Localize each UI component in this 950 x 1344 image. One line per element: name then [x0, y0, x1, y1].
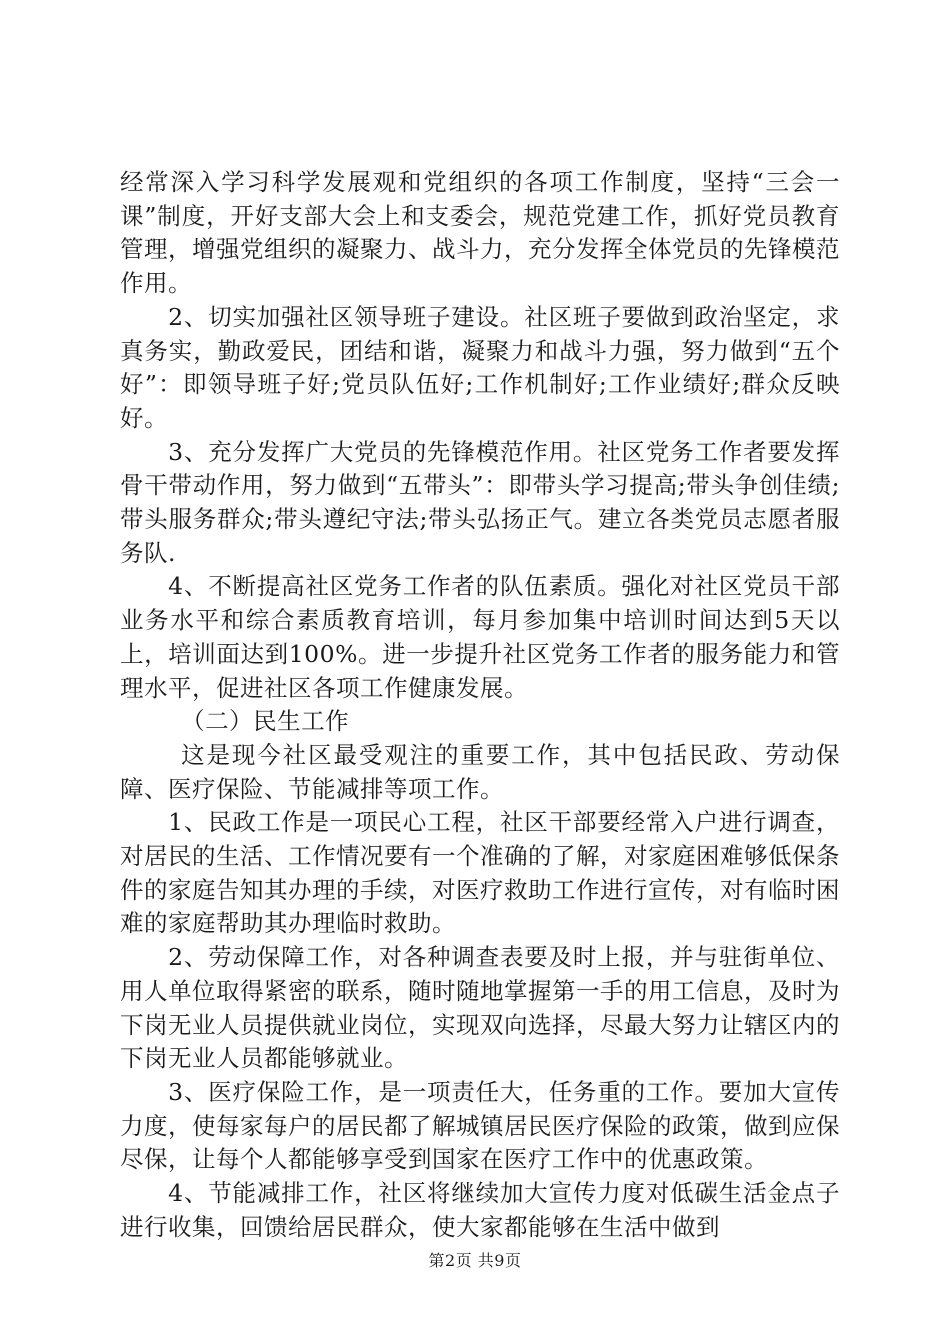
paragraph-civil-affairs: 1、民政工作是一项民心工程，社区干部要经常入户进行调查，对居民的生活、工作情况要有一个准确的了解，对家庭困难够低保条件的家庭告知其办理的手续，对医疗救助工作进行宣传，对有临时困难的家庭帮助其办理临时救助。: [120, 808, 840, 938]
section-heading-livelihood: （二）民生工作: [181, 707, 350, 736]
paragraph-labor-security: 2、劳动保障工作，对各种调查表要及时上报，并与驻街单位、用人单位取得紧密的联系，随时随地掌握第一手的用工信息，及时为下岗无业人员提供就业岗位，实现双向选择，尽最大努力让辖区内的下岗无业人员都能够就业。: [120, 943, 840, 1073]
paragraph-party-member-role: 3、充分发挥广大党员的先锋模范作用。社区党务工作者要发挥骨干带动作用，努力做到“五带头”：即带头学习提高;带头争创佳绩;带头服务群众;带头遵纪守法;带头弘扬正气。建立各类党员志愿者服务队.: [120, 437, 840, 567]
paragraph-party-building-continuation: 经常深入学习科学发展观和党组织的各项工作制度，坚持“三会一课”制度，开好支部大会上和支委会，规范党建工作，抓好党员教育管理，增强党组织的凝聚力、战斗力，充分发挥全体党员的先锋模范作用。: [120, 168, 840, 298]
paragraph-staff-quality: 4、不断提高社区党务工作者的队伍素质。强化对社区党员干部业务水平和综合素质教育培训，每月参加集中培训时间达到5天以上，培训面达到100%。进一步提升社区党务工作者的服务能力和管理水平，促进社区各项工作健康发展。: [120, 572, 840, 702]
page-footer: [0, 1248, 950, 1271]
paragraph-livelihood-intro: 这是现今社区最受观注的重要工作，其中包括民政、劳动保障、医疗保险、节能减排等项工作。: [120, 740, 840, 803]
paragraph-leadership-team: 2、切实加强社区领导班子建设。社区班子要做到政治坚定，求真务实，勤政爱民，团结和谐，凝聚力和战斗力强，努力做到“五个好”：即领导班子好;党员队伍好;工作机制好;工作业绩好;群众反映好。: [120, 302, 840, 432]
page-number-label: 第2页 共9页: [428, 1251, 522, 1270]
paragraph-energy-saving: 4、节能减排工作，社区将继续加大宣传力度对低碳生活金点子进行收集，回馈给居民群众，使大家都能够在生活中做到: [120, 1179, 840, 1241]
document-body: [120, 166, 840, 1245]
paragraph-medical-insurance: 3、医疗保险工作，是一项责任大，任务重的工作。要加大宣传力度，使每家每户的居民都了解城镇居民医疗保险的政策，做到应保尽保，让每个人都能够享受到国家在医疗工作中的优惠政策。: [120, 1077, 840, 1174]
